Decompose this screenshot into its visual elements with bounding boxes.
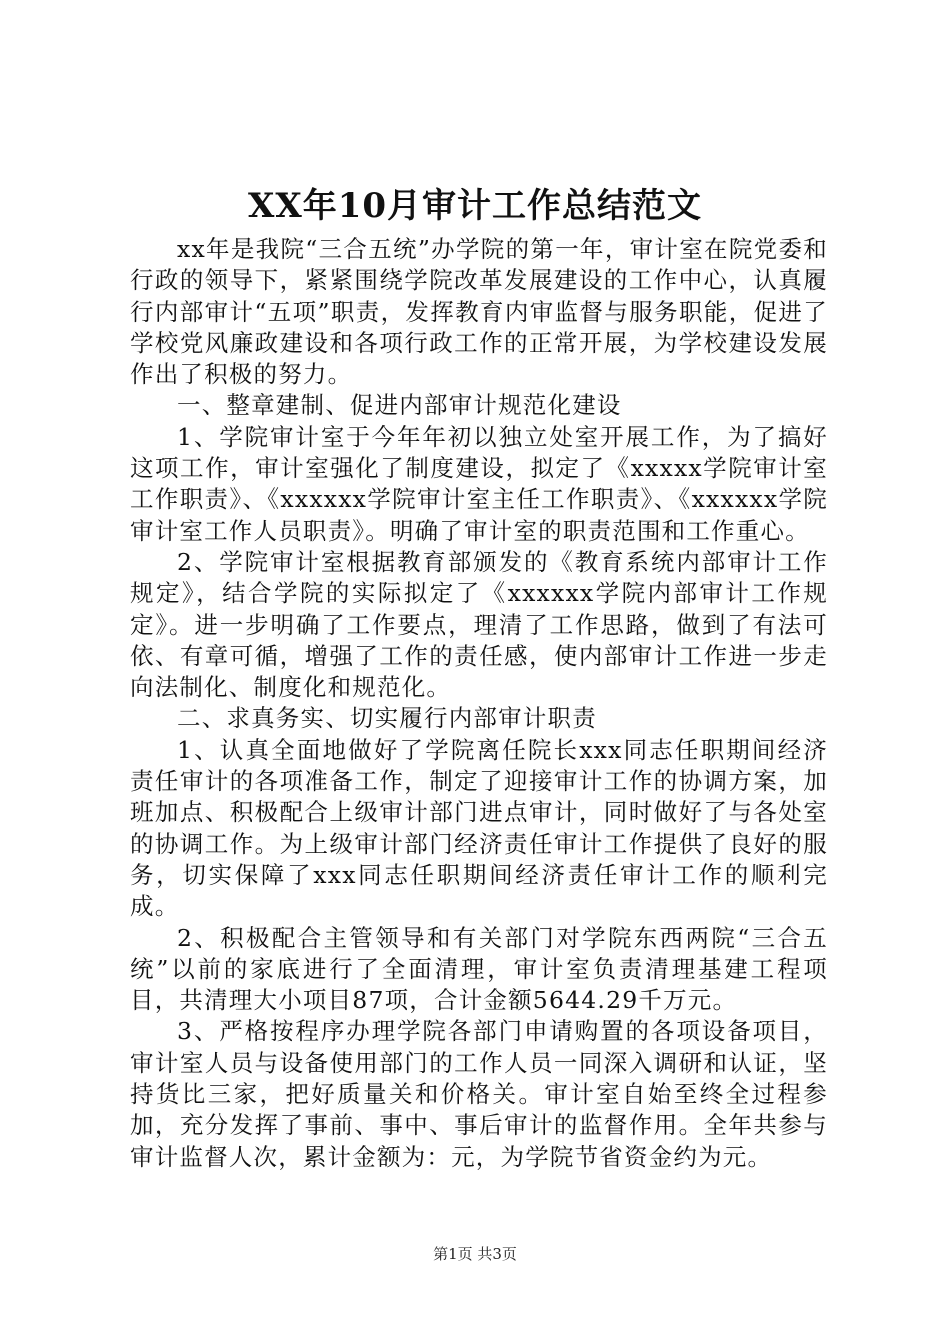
document-title: XX年10月审计工作总结范文 (247, 186, 703, 226)
paragraph-1-1: 1、学院审计室于今年年初以独立处室开展工作，为了搞好这项工作，审计室强化了制度建设，拟定了《xxxxx学院审计室工作职责》、《xxxxxx学院审计室主任工作职责》、《xxxxxx学院审计室工作人员职责》。明确了审计室的职责范围和工作重心。 (130, 422, 828, 545)
section-heading-2: 二、求真务实、切实履行内部审计职责 (177, 704, 597, 733)
paragraph-2-3: 3、严格按程序办理学院各部门申请购置的各项设备项目，审计室人员与设备使用部门的工作人员一同深入调研和认证，坚持货比三家，把好质量关和价格关。审计室自始至终全过程参加，充分发挥了事前、事中、事后审计的监督作用。全年共参与审计监督人次，累计金额为：元，为学院节省资金约为元。 (130, 1017, 828, 1171)
paragraph-2-1: 1、认真全面地做好了学院离任院长xxx同志任职期间经济责任审计的各项准备工作，制定了迎接审计工作的协调方案，加班加点、积极配合上级审计部门进点审计，同时做好了与各处室的协调工作。为上级审计部门经济责任审计工作提供了良好的服务，切实保障了xxx同志任职期间经济责任审计工作的顺利完成。 (130, 735, 828, 921)
document-body (130, 234, 828, 1173)
paragraph-1-2: 2、学院审计室根据教育部颁发的《教育系统内部审计工作规定》，结合学院的实际拟定了《xxxxxx学院内部审计工作规定》。进一步明确了工作要点，理清了工作思路，做到了有法可依、有章可循，增强了工作的责任感，使内部审计工作进一步走向法制化、制度化和规范化。 (130, 547, 828, 702)
paragraph-2-2: 2、积极配合主管领导和有关部门对学院东西两院“三合五统”以前的家底进行了全面清理，审计室负责清理基建工程项目，共清理大小项目87项，合计金额5644.29千万元。 (130, 923, 828, 1015)
section-heading-1: 一、整章建制、促进内部审计规范化建设 (177, 391, 622, 420)
page-footer: 第1页 共3页 (433, 1245, 517, 1263)
intro-paragraph: xx年是我院“三合五统”办学院的第一年，审计室在院党委和行政的领导下，紧紧围绕学院改革发展建设的工作中心，认真履行内部审计“五项”职责，发挥教育内审监督与服务职能，促进了学校党风廉政建设和各项行政工作的正常开展，为学校建设发展作出了积极的努力。 (130, 235, 828, 389)
